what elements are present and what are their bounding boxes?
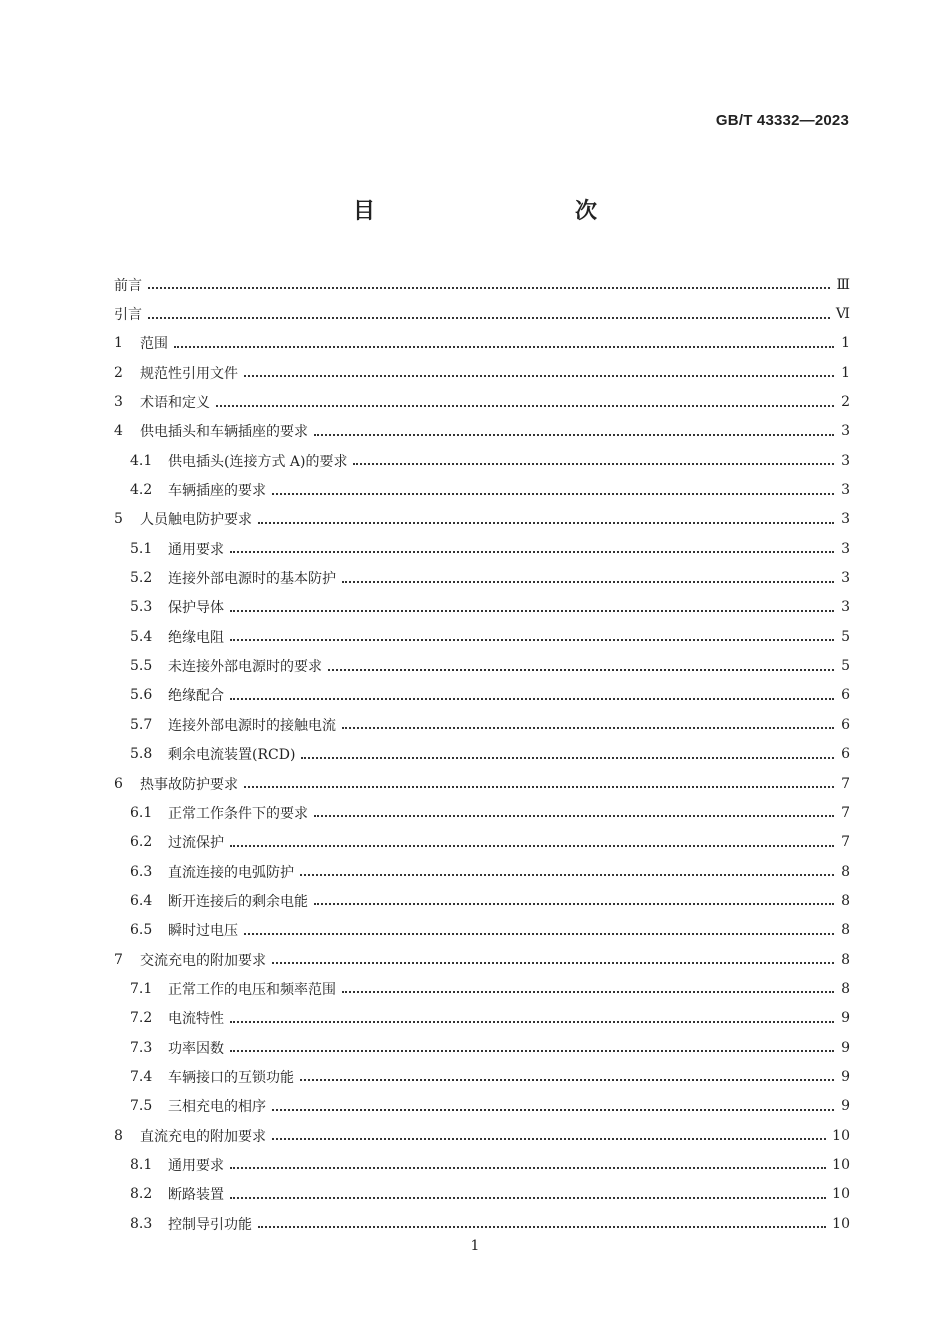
toc-entry-number: 5.2 [130, 570, 153, 587]
toc-entry[interactable] [114, 857, 850, 886]
toc-entry-number: 6.2 [130, 834, 153, 851]
toc-entry-label: 瞬时过电压 [168, 923, 238, 940]
toc-entry[interactable] [114, 1062, 850, 1091]
toc-leader-dots [342, 580, 834, 583]
toc-entry-page: Ⅲ [836, 276, 850, 293]
toc-entry-label: 范围 [140, 336, 168, 353]
toc-entry-number: 6.3 [130, 863, 153, 880]
toc-entry-page: 7 [841, 804, 850, 821]
toc-leader-dots [328, 668, 834, 671]
toc-entry-label: 供电插头(连接方式 A)的要求 [168, 453, 348, 470]
toc-entry-page: 2 [841, 394, 850, 411]
toc-entry[interactable] [114, 974, 850, 1003]
toc-entry-label: 前言 [114, 277, 142, 294]
toc-entry-page: Ⅵ [835, 306, 850, 323]
toc-entry-number: 5.3 [130, 599, 153, 616]
toc-entry-number: 8 [114, 1127, 123, 1144]
toc-leader-dots [300, 1078, 834, 1081]
toc-entry-number: 2 [114, 364, 123, 381]
toc-entry-page: 8 [841, 863, 850, 880]
toc-leader-dots [314, 814, 834, 817]
toc-entry-label: 功率因数 [168, 1040, 224, 1057]
toc-leader-dots [314, 902, 834, 905]
toc-entry-label: 规范性引用文件 [140, 365, 238, 382]
toc-leader-dots [230, 1049, 834, 1052]
toc-entry-number: 4.2 [130, 482, 153, 499]
toc-entry[interactable] [114, 299, 850, 328]
toc-entry-label: 人员触电防护要求 [140, 512, 252, 529]
toc-entry-label: 过流保护 [168, 835, 224, 852]
toc-entry-label: 控制导引功能 [168, 1216, 252, 1233]
toc-leader-dots [342, 726, 834, 729]
toc-entry-page: 8 [841, 951, 850, 968]
toc-entry-page: 10 [832, 1127, 850, 1144]
toc-leader-dots [230, 1196, 826, 1199]
toc-entry-number: 6 [114, 775, 123, 792]
toc-entry-number: 7.5 [130, 1098, 153, 1115]
toc-leader-dots [230, 609, 834, 612]
toc-entry-number: 5.6 [130, 687, 153, 704]
toc-entry[interactable] [114, 387, 850, 416]
toc-entry[interactable] [114, 417, 850, 446]
toc-leader-dots [342, 990, 834, 993]
toc-entry-page: 5 [841, 628, 850, 645]
toc-entry-page: 8 [841, 892, 850, 909]
toc-entry-page: 8 [841, 980, 850, 997]
toc-entry[interactable] [114, 1150, 850, 1179]
toc-entry-label: 引言 [114, 307, 142, 324]
toc-entry-number: 8.1 [130, 1156, 153, 1173]
toc-entry[interactable] [114, 475, 850, 504]
toc-entry-label: 术语和定义 [140, 395, 210, 412]
toc-entry-number: 3 [114, 394, 123, 411]
toc-entry[interactable] [114, 1180, 850, 1209]
toc-entry-label: 供电插头和车辆插座的要求 [140, 424, 308, 441]
toc-entry-label: 三相充电的相序 [168, 1099, 266, 1116]
toc-leader-dots [230, 550, 834, 553]
toc-entry-label: 通用要求 [168, 541, 224, 558]
toc-entry[interactable] [114, 769, 850, 798]
toc-entry-number: 6.5 [130, 922, 153, 939]
toc-entry-page: 6 [841, 746, 850, 763]
toc-entry-number: 5.4 [130, 628, 153, 645]
toc-entry-number: 8.3 [130, 1215, 153, 1232]
toc-entry-number: 6.1 [130, 804, 153, 821]
toc-leader-dots [314, 433, 834, 436]
page-title: 目 次 [352, 199, 649, 224]
toc-entry[interactable] [114, 593, 850, 622]
toc-entry[interactable] [114, 798, 850, 827]
toc-entry[interactable] [114, 740, 850, 769]
toc-entry-label: 电流特性 [168, 1011, 224, 1028]
toc-entry-page: 10 [832, 1186, 850, 1203]
toc-entry-page: 3 [841, 482, 850, 499]
toc-entry-number: 6.4 [130, 892, 153, 909]
toc-entry[interactable] [114, 1033, 850, 1062]
toc-entry-page: 1 [841, 335, 850, 352]
toc-entry-page: 9 [841, 1039, 850, 1056]
toc-entry-page: 3 [841, 540, 850, 557]
toc-entry-label: 车辆接口的互锁功能 [168, 1069, 294, 1086]
toc-entry[interactable] [114, 1121, 850, 1150]
toc-entry-label: 正常工作条件下的要求 [168, 805, 308, 822]
toc-entry[interactable] [114, 358, 850, 387]
toc-entry-label: 正常工作的电压和频率范围 [168, 981, 336, 998]
toc-entry[interactable] [114, 710, 850, 739]
toc-entry[interactable] [114, 1209, 850, 1238]
toc-entry[interactable] [114, 534, 850, 563]
toc-entry[interactable] [114, 622, 850, 651]
toc-leader-dots [272, 492, 834, 495]
toc-leader-dots [148, 316, 830, 319]
toc-entry-label: 通用要求 [168, 1157, 224, 1174]
toc-entry-label: 直流连接的电弧防护 [168, 864, 294, 881]
toc-entry-label: 断路装置 [168, 1187, 224, 1204]
toc-entry[interactable] [114, 505, 850, 534]
toc-entry-label: 车辆插座的要求 [168, 483, 266, 500]
toc-leader-dots [244, 785, 834, 788]
toc-entry-number: 4 [114, 423, 123, 440]
toc-leader-dots [230, 844, 834, 847]
toc-entry[interactable] [114, 886, 850, 915]
toc-leader-dots [244, 374, 834, 377]
toc-entry-page: 3 [841, 570, 850, 587]
toc-entry[interactable] [114, 651, 850, 680]
toc-entry-label: 断开连接后的剩余电能 [168, 893, 308, 910]
toc-entry-number: 7.3 [130, 1039, 153, 1056]
toc-entry-label: 连接外部电源时的接触电流 [168, 717, 336, 734]
toc-leader-dots [272, 961, 834, 964]
toc-entry-number: 5.8 [130, 746, 153, 763]
toc-entry-page: 9 [841, 1068, 850, 1085]
toc-entry-page: 10 [832, 1215, 850, 1232]
toc-leader-dots [230, 1166, 826, 1169]
toc-entry-number: 7.1 [130, 980, 153, 997]
toc-leader-dots [230, 638, 834, 641]
toc-entry-page: 9 [841, 1098, 850, 1115]
toc-leader-dots [244, 932, 834, 935]
toc-entry-number: 7.2 [130, 1010, 153, 1027]
toc-leader-dots [174, 345, 834, 348]
toc-entry[interactable] [114, 1004, 850, 1033]
toc-entry-label: 交流充电的附加要求 [140, 952, 266, 969]
toc-entry-number: 1 [114, 335, 123, 352]
toc-entry-page: 6 [841, 687, 850, 704]
toc-leader-dots [300, 873, 834, 876]
toc-entry[interactable] [114, 563, 850, 592]
toc-leader-dots [258, 521, 834, 524]
toc-entry-page: 6 [841, 716, 850, 733]
toc-entry-number: 7 [114, 951, 123, 968]
toc-entry-page: 3 [841, 423, 850, 440]
toc-entry-label: 绝缘电阻 [168, 629, 224, 646]
toc-leader-dots [230, 1020, 834, 1023]
toc-entry-number: 5 [114, 511, 123, 528]
toc-entry-number: 4.1 [130, 452, 153, 469]
toc-leader-dots [216, 404, 834, 407]
toc-entry-number: 5.1 [130, 540, 153, 557]
toc-leader-dots [230, 697, 834, 700]
toc-entry-page: 7 [841, 834, 850, 851]
toc-entry-label: 连接外部电源时的基本防护 [168, 571, 336, 588]
toc-entry-number: 5.7 [130, 716, 153, 733]
toc-entry-page: 1 [841, 364, 850, 381]
toc-entry-page: 3 [841, 452, 850, 469]
toc-entry-label: 未连接外部电源时的要求 [168, 659, 322, 676]
toc-leader-dots [148, 286, 830, 289]
toc-leader-dots [301, 756, 834, 759]
toc-entry-page: 8 [841, 922, 850, 939]
toc-entry-number: 5.5 [130, 658, 153, 675]
table-of-contents [114, 270, 850, 1238]
toc-entry[interactable] [114, 681, 850, 710]
toc-leader-dots [272, 1137, 826, 1140]
toc-entry-page: 5 [841, 658, 850, 675]
toc-entry[interactable] [114, 270, 850, 299]
toc-entry[interactable] [114, 945, 850, 974]
toc-entry-page: 7 [841, 775, 850, 792]
toc-leader-dots [258, 1225, 826, 1228]
toc-entry-page: 3 [841, 511, 850, 528]
toc-entry[interactable] [114, 1092, 850, 1121]
page-number: 1 [470, 1238, 480, 1254]
standard-code: GB/T 43332—2023 [715, 112, 849, 129]
toc-leader-dots [353, 462, 834, 465]
toc-entry-label: 热事故防护要求 [140, 776, 238, 793]
toc-entry-label: 剩余电流装置(RCD) [168, 747, 296, 764]
toc-entry[interactable] [114, 828, 850, 857]
toc-entry-page: 3 [841, 599, 850, 616]
toc-entry[interactable] [114, 916, 850, 945]
toc-entry-page: 9 [841, 1010, 850, 1027]
toc-entry[interactable] [114, 329, 850, 358]
toc-entry-page: 10 [832, 1156, 850, 1173]
toc-entry-label: 直流充电的附加要求 [140, 1128, 266, 1145]
toc-entry-number: 8.2 [130, 1186, 153, 1203]
toc-entry-number: 7.4 [130, 1068, 153, 1085]
toc-entry-label: 绝缘配合 [168, 688, 224, 705]
toc-leader-dots [272, 1108, 834, 1111]
toc-entry[interactable] [114, 446, 850, 475]
toc-entry-label: 保护导体 [168, 600, 224, 617]
